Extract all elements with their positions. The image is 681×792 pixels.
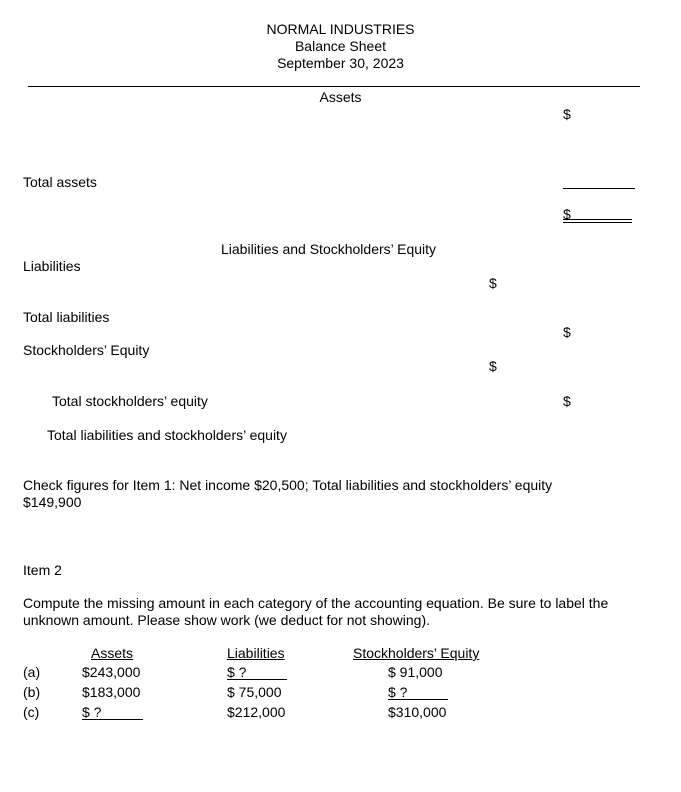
total-assets-label: Total assets — [23, 174, 97, 190]
row-equity: $ 91,000 — [388, 664, 443, 680]
liabilities-dollar-sign: $ — [489, 275, 497, 291]
row-equity-unknown: $ ? — [388, 684, 408, 700]
total-assets-double-line-bottom — [563, 222, 632, 223]
item2-title: Item 2 — [23, 562, 62, 578]
total-assets-double-line-top — [563, 219, 632, 220]
row-label: (a) — [23, 664, 41, 680]
equity-label: Stockholders’ Equity — [23, 342, 150, 358]
header-divider — [28, 86, 640, 87]
row-assets: $243,000 — [82, 664, 141, 680]
col-header-assets: Assets — [91, 645, 134, 661]
company-name: NORMAL INDUSTRIES — [266, 21, 415, 37]
row-assets: $183,000 — [82, 684, 141, 700]
row-equity: $310,000 — [388, 704, 447, 720]
statement-date: September 30, 2023 — [277, 55, 404, 71]
statement-title: Balance Sheet — [294, 38, 387, 54]
row-label: (c) — [23, 704, 40, 720]
unknown-underline — [227, 679, 287, 680]
total-assets-line — [563, 188, 635, 189]
row-liabilities-unknown: $ ? — [227, 664, 247, 680]
row-liabilities: $ 75,000 — [227, 684, 282, 700]
liabilities-label: Liabilities — [23, 258, 81, 274]
check-figures-note: Check figures for Item 1: Net income $20,500; Total liabilities and stockholders’ equity $149,900 — [23, 477, 553, 510]
total-assets-dollar-sign: $ — [563, 206, 571, 222]
row-label: (b) — [23, 684, 41, 700]
unknown-underline — [388, 699, 448, 700]
item2-instructions: Compute the missing amount in each category of the accounting equation. Be sure to label the unknown amount. Please show work (we deduct for not showing). — [23, 595, 609, 628]
total-equity-label: Total stockholders’ equity — [52, 393, 208, 409]
liabilities-equity-heading: Liabilities and Stockholders’ Equity — [221, 241, 437, 257]
assets-heading: Assets — [319, 89, 362, 105]
col-header-equity: Stockholders’ Equity — [353, 645, 480, 661]
assets-dollar-sign: $ — [563, 106, 571, 122]
total-liabilities-label: Total liabilities — [23, 309, 110, 325]
unknown-underline — [82, 719, 143, 720]
col-header-liabilities: Liabilities — [227, 645, 285, 661]
total-liabilities-dollar-sign: $ — [563, 324, 571, 340]
row-assets-unknown: $ ? — [82, 704, 102, 720]
equity-dollar-sign: $ — [489, 358, 497, 374]
total-liabilities-equity-label: Total liabilities and stockholders’ equity — [47, 427, 287, 443]
total-equity-dollar-sign: $ — [563, 393, 571, 409]
row-liabilities: $212,000 — [227, 704, 286, 720]
